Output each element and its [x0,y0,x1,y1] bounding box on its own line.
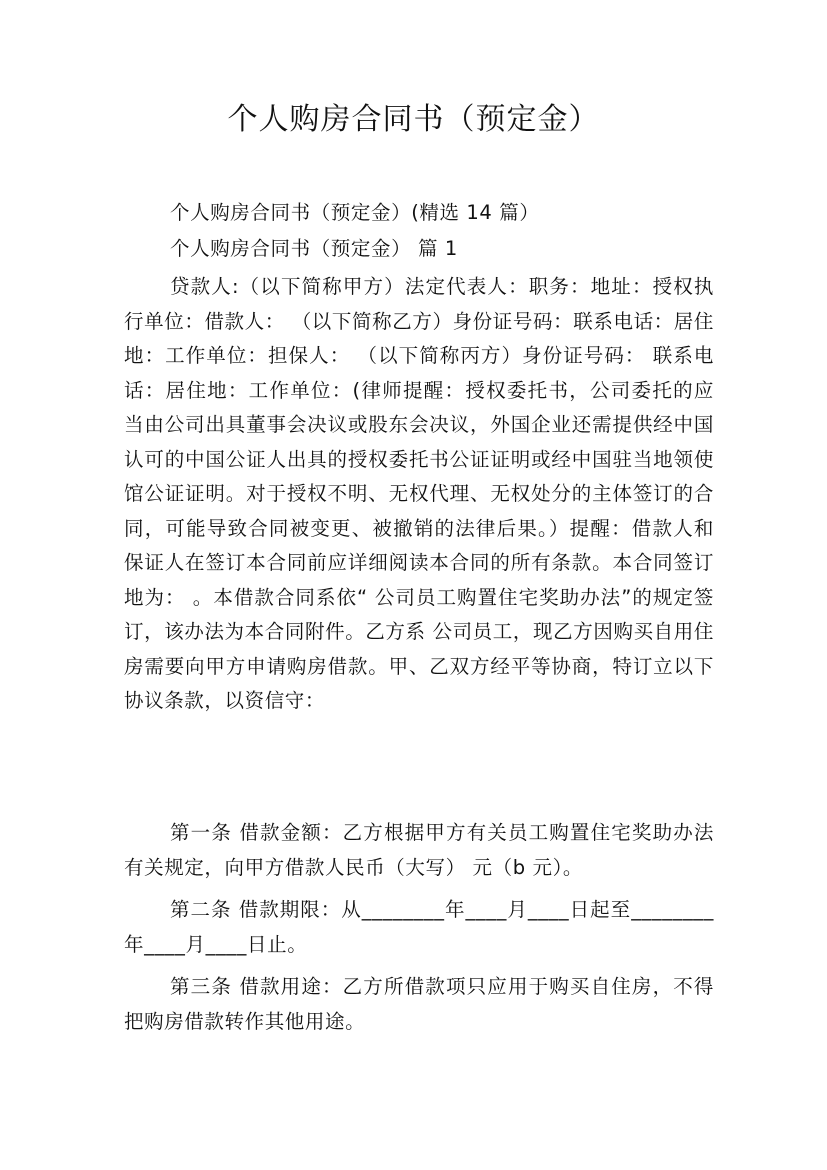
section-heading: 个人购房合同书（预定金） 篇 1 [170,237,458,260]
article-2: 第二条 借款期限：从________年____月____日起至________年____月____日止。 [124,898,714,956]
article-3: 第三条 借款用途：乙方所借款项只应用于购买自住房，不得把购房借款转作其他用途。 [124,975,714,1033]
document-subtitle: 个人购房合同书（预定金）(精选 14 篇） [170,201,540,224]
document-title: 个人购房合同书（预定金） [227,102,600,137]
main-paragraph: 贷款人:（以下简称甲方）法定代表人：职务：地址：授权执行单位：借款人： （以下简称乙方）身份证号码：联系电话：居住地：工作单位：担保人： （以下简称丙方）身份证号码： 联系电话：居住地：工作单位：(律师提醒：授权委托书，公司委托的应当由公司出具董事会决议或股东会决议，外国企业还需提供经中国认可的中国公证人出具的授权委托书公证证明或经中国驻当地领使馆公证证明。对于授权不明、无权代理、无权处分的主体签订的合同，可能导致合同被变更、被撤销的法律后果。）提醒：借款人和保证人在签订本合同前应详细阅读本合同的所有条款。本合同签订地为： 。本借款合同系依“ 公司员工购置住宅奖助办法”的规定签订，该办法为本合同附件。乙方系 公司员工，现乙方因购买自用住房需要向甲方申请购房借款。甲、乙双方经平等协商，特订立以下协议条款，以资信守： [124,275,714,712]
article-1: 第一条 借款金额：乙方根据甲方有关员工购置住宅奖助办法有关规定，向甲方借款人民币（大写） 元（b 元）。 [124,821,714,879]
